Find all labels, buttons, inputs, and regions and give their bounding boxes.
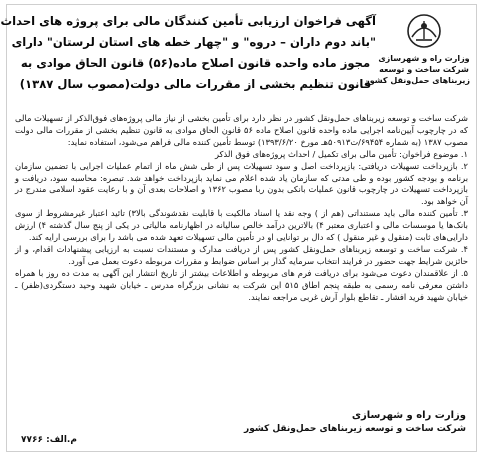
notice-title <box>0 11 376 95</box>
clause-3: ۳. تأمین کننده مالی باید مستنداتی (هم از ) وجه نقد یا اسناد مالکیت با قابلیت نقدشوندگی بالا۳) تائید اعتبار غیرمشروط از سوی بانک‌ها یا موسسات مالی و اعتباری معتبر ۴) بالاترین درآمد خالص سالیانه در اظهارنامه مالیاتی در یکی از پنج سال گذشته ۴) ارزش دارایی‌های ثابت (منقول و غیر منقول ) که دال بر توانایی او در تأمین مالی تسهیلات تعهد شده می باشد را برای بررسی ارایه کند. <box>15 208 469 243</box>
issuer-company: شرکت ساخت و توسعه زیربناهای حمل‌ونقل کشور <box>244 424 466 434</box>
title-line-1: آگهی فراخوان ارزیابی تأمین کنندگان مالی برای پروژه های احداث <box>0 14 376 28</box>
clause-5: ۵. از علاقمندان دعوت می‌شود برای دریافت فرم های مربوطه و اطلاعات بیشتر از تاریخ انتشار این آگهی به مدت ده روز با همراه داشتن معرفی نامه رسمی به طبقه پنجم اطاق ۵۱۵ این شرکت به نشانی بزرگراه مدرس ـ خیابان شهید وحید دستگردی(ظفر) ـ خیابان شهید فرید افشار ـ تقاطع بلوار آرش غربی مراجعه نمایند. <box>15 267 468 302</box>
notice-footer <box>7 407 476 451</box>
logo-line-3: زیربناهای حمل‌ونقل کشور <box>365 76 470 85</box>
logo-line-2: شرکت ساخت و توسعه <box>379 65 469 74</box>
logo-line-1: وزارت راه و شهرسازی <box>378 54 470 63</box>
ministry-emblem-icon <box>404 13 444 51</box>
ministry-logo-block <box>365 13 470 86</box>
publication-id: م.الف: ۷۷۶۶ <box>21 435 77 445</box>
clause-1: ۱. موضوع فراخوان: تأمین مالی برای تکمیل / احداث پروژه‌های فوق الذکر <box>214 148 468 159</box>
notice-header <box>0 5 476 109</box>
clause-4: ۴. شرکت ساخت و توسعه زیربناهای حمل‌ونقل کشور پس از دریافت مدارک و مستندات نسبت به ارزیابی پیشنهادات اقدام، و از حائزین شرایط جهت حضور در فرایند انتخاب سرمایه گذار بر اساس ضوابط و مقررات مربوطه دعوت بعمل می آورد. <box>15 243 468 266</box>
intro-paragraph: شرکت ساخت و توسعه زیربناهای حمل‌ونقل کشور در نظر دارد برای تأمین بخشی از نیاز مالی پروژه‌های فوق‌الذکر از تسهیلات مالی که در چارچوب آیین‌نامه اجرایی ماده واحده قانون اصلاح ماده ۵۶ قانون الحاق موادی به قانون تنظیم بخشی از مقررات مالی دولت مصوب ۱۳۸۷ (به شماره ۶۹۴۵۴/ت۵۰۹۱۳هـ مورخ ۱۳۹۳/۶/۲۰) توسط تأمین کننده مالی فراهم می‌شود، استفاده نماید: <box>15 113 469 147</box>
title-line-2: "باند دوم داران – دروه" و "چهار خطه های استان لرستان" دارای <box>11 35 376 49</box>
issuer-signature <box>244 409 466 436</box>
notice-body <box>15 113 468 304</box>
clause-2: ۲. بازپرداخت تسهیلات دریافتی: بازپرداخت اصل و سود تسهیلات پس از طی شش ماه از اتمام عملیات اجرایی با تضمین سازمان برنامه و بودجه کشور بوده و طی مدتی که سازمان یاد شده اعلام می نماید بازپرداخت خواهد شد. تبصره: محاسبه سود، دریافت و بازپرداخت تسهیلات در چارچوب قانون عملیات بانکی بدون ربا مصوب ۱۳۶۲ و اصلاحات بعدی آن و با رعایت عقود اسلامی مندرج در آن خواهد بود. <box>15 160 468 207</box>
title-line-3: مجوز ماده واحده قانون اصلاح ماده(۵۶) قانون الحاق موادی به <box>20 56 371 70</box>
issuer-ministry: وزارت راه و شهرسازی <box>351 410 466 421</box>
notice-page <box>0 4 477 452</box>
title-line-4: قانون تنظیم بخشی از مقررات مالی دولت(مصوب سال ۱۳۸۷) <box>19 77 372 91</box>
